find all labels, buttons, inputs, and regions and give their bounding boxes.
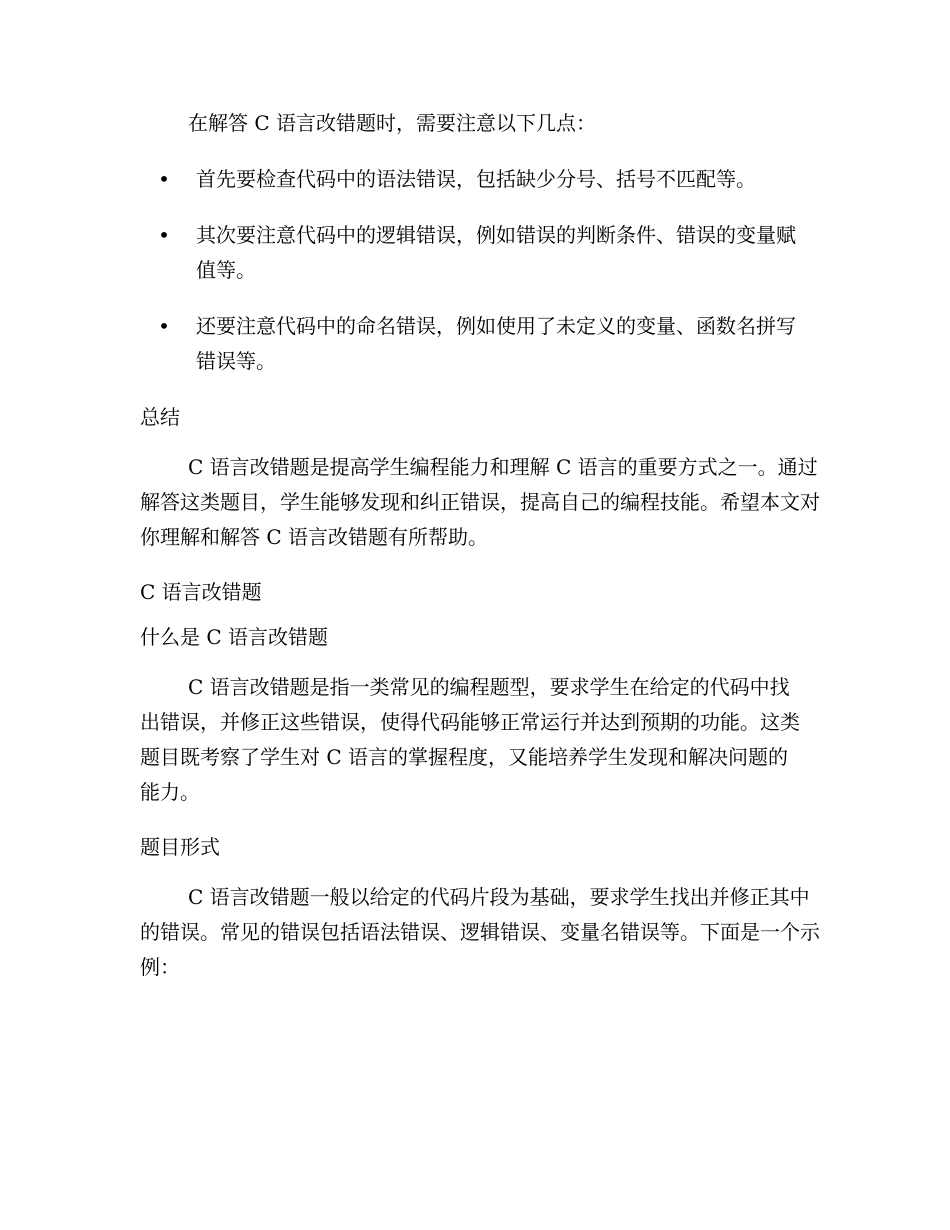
- bullet-icon: •: [158, 314, 170, 338]
- bullet-icon: •: [158, 223, 170, 247]
- list-item-text: 首先要检查代码中的语法错误，包括缺少分号、括号不匹配等。: [196, 167, 756, 191]
- summary-heading: 总结: [140, 405, 180, 429]
- intro-paragraph: 在解答 C 语言改错题时，需要注意以下几点：: [188, 111, 597, 135]
- list-item-text: 其次要注意代码中的逻辑错误，例如错误的判断条件、错误的变量赋值等。: [196, 223, 796, 282]
- what-is-heading: 什么是 C 语言改错题: [140, 625, 329, 649]
- bullet-icon: •: [158, 167, 170, 191]
- list-item: [140, 309, 808, 379]
- document-body: [140, 106, 820, 985]
- list-item: [140, 162, 808, 197]
- summary-paragraph: C 语言改错题是提高学生编程能力和理解 C 语言的重要方式之一。通过解答这类题目，学生能够发现和纠正错误，提高自己的编程技能。希望本文对你理解和解答 C 语言改错题有所帮助。: [140, 455, 820, 549]
- list-item: [140, 218, 808, 288]
- tips-list: [140, 162, 820, 379]
- question-form-paragraph: C 语言改错题一般以给定的代码片段为基础，要求学生找出并修正其中的错误。常见的错误包括语法错误、逻辑错误、变量名错误等。下面是一个示例：: [140, 885, 820, 979]
- section-title: C 语言改错题: [140, 580, 262, 604]
- what-is-paragraph: C 语言改错题是指一类常见的编程题型，要求学生在给定的代码中找出错误，并修正这些错误，使得代码能够正常运行并达到预期的功能。这类题目既考察了学生对 C 语言的掌握程度，又能培养学生发现和解决问题的能力。: [140, 675, 800, 804]
- list-item-text: 还要注意代码中的命名错误，例如使用了未定义的变量、函数名拼写错误等。: [196, 314, 796, 373]
- question-form-heading: 题目形式: [140, 835, 220, 859]
